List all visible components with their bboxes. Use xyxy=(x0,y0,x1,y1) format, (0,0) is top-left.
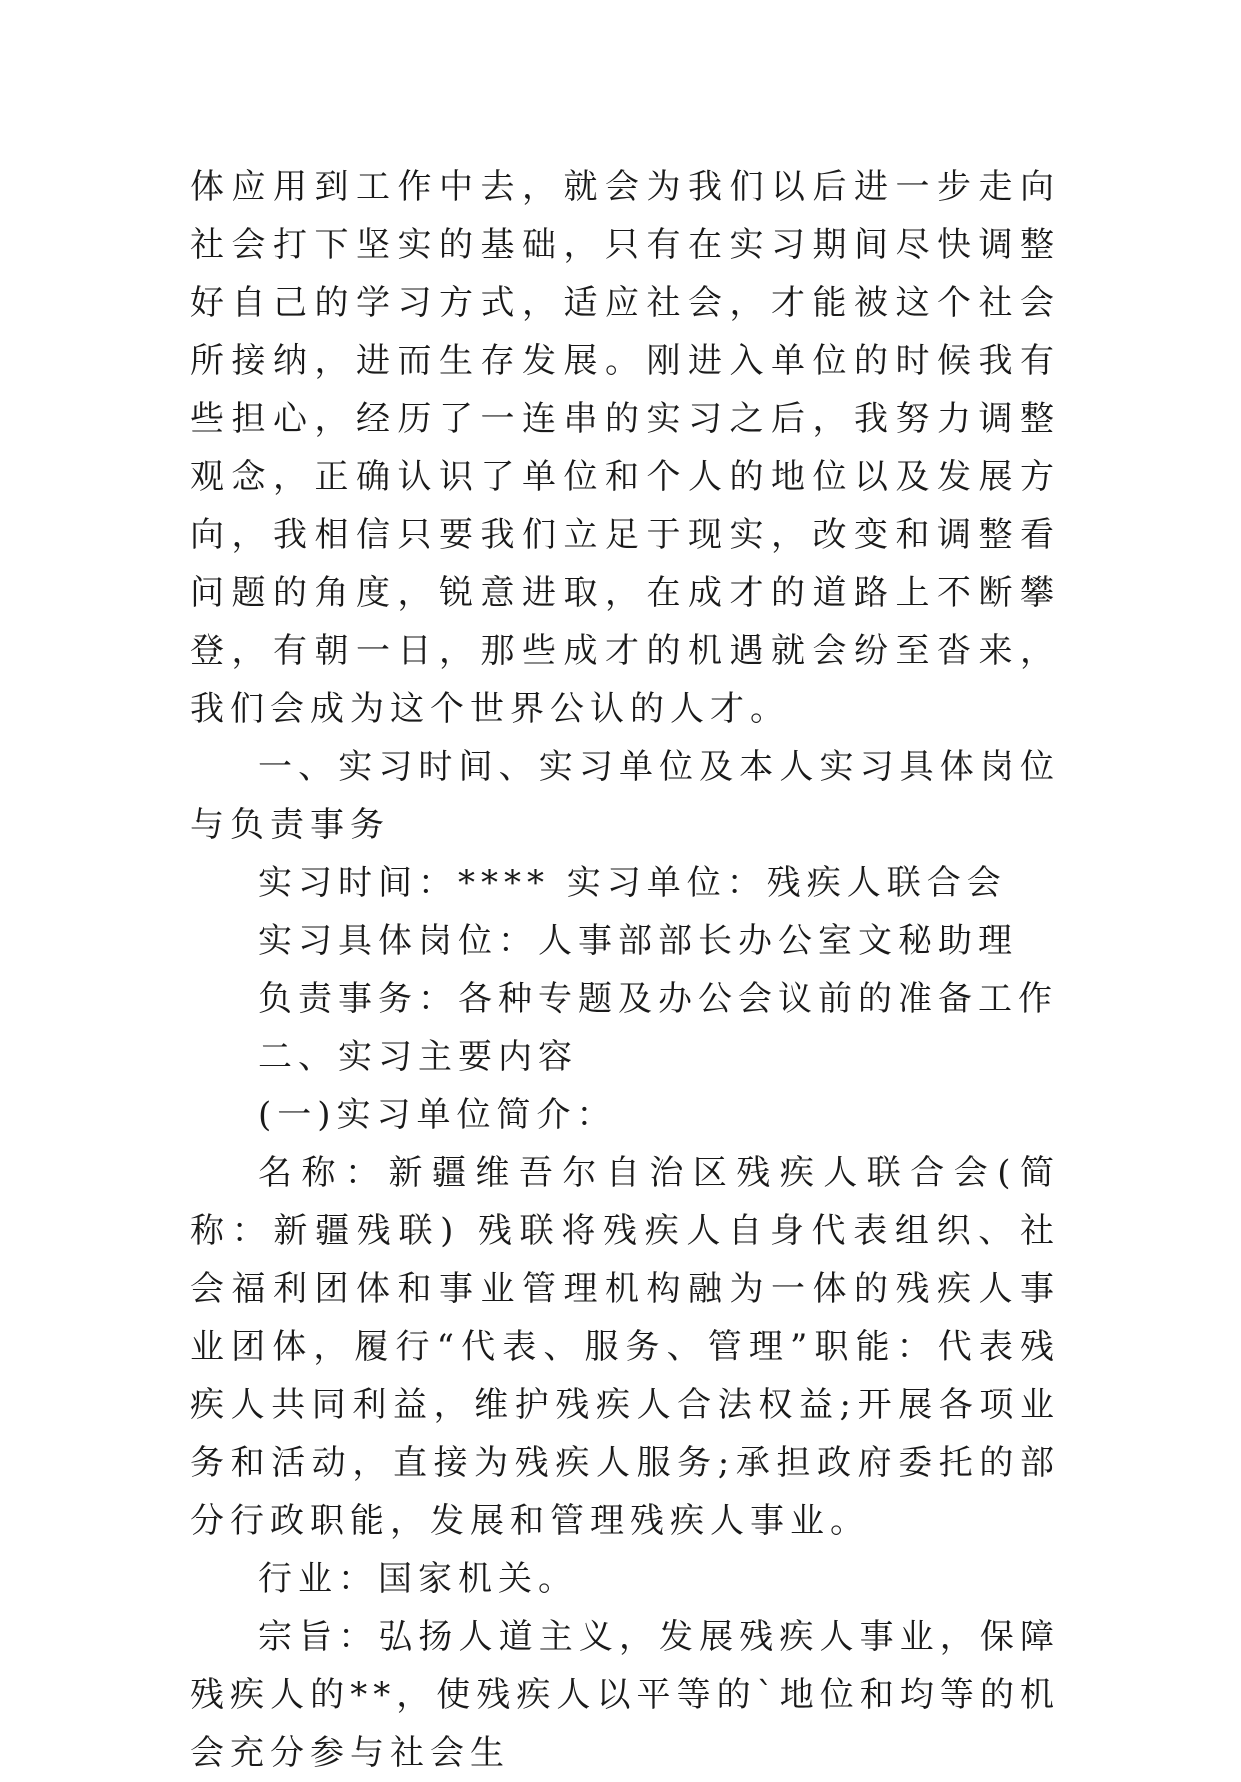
subsection-heading: (一)实习单位简介： xyxy=(258,1095,617,1135)
internship-time-unit: 实习时间：**** 实习单位：残疾人联合会 xyxy=(258,863,1007,903)
internship-duties: 负责事务：各种专题及办公会议前的准备工作 xyxy=(258,979,1058,1019)
organization-name-paragraph: 名称：新疆维吾尔自治区残疾人联合会(简称：新疆残联) 残联将残疾人自身代表组织、社会福利团体和事业管理机构融为一体的残疾人事业团体，履行“代表、服务、管理”职能：代表残疾人共同利益，维护残疾人合法权益;开展各项业务和活动，直接为残疾人服务;承担政府委托的部分行政职能，发展和管理残疾人事业。 xyxy=(190,1153,1060,1541)
section-heading-2: 二、实习主要内容 xyxy=(258,1037,578,1077)
document-body xyxy=(190,158,1060,1782)
purpose-paragraph: 宗旨：弘扬人道主义，发展残疾人事业，保障残疾人的**，使残疾人以平等的`地位和均等的机会充分参与社会生 xyxy=(190,1617,1060,1773)
internship-position: 实习具体岗位：人事部部长办公室文秘助理 xyxy=(258,921,1018,961)
section-heading-1: 一、实习时间、实习单位及本人实习具体岗位与负责事务 xyxy=(190,747,1060,845)
paragraph-intro: 体应用到工作中去，就会为我们以后进一步走向社会打下坚实的基础，只有在实习期间尽快调整好自己的学习方式，适应社会，才能被这个社会所接纳，进而生存发展。刚进入单位的时候我有些担心，经历了一连串的实习之后，我努力调整观念，正确认识了单位和个人的地位以及发展方向，我相信只要我们立足于现实，改变和调整看问题的角度，锐意进取，在成才的道路上不断攀登，有朝一日，那些成才的机遇就会纷至沓来，我们会成为这个世界公认的人才。 xyxy=(190,167,1060,729)
industry-paragraph: 行业：国家机关。 xyxy=(258,1559,578,1599)
